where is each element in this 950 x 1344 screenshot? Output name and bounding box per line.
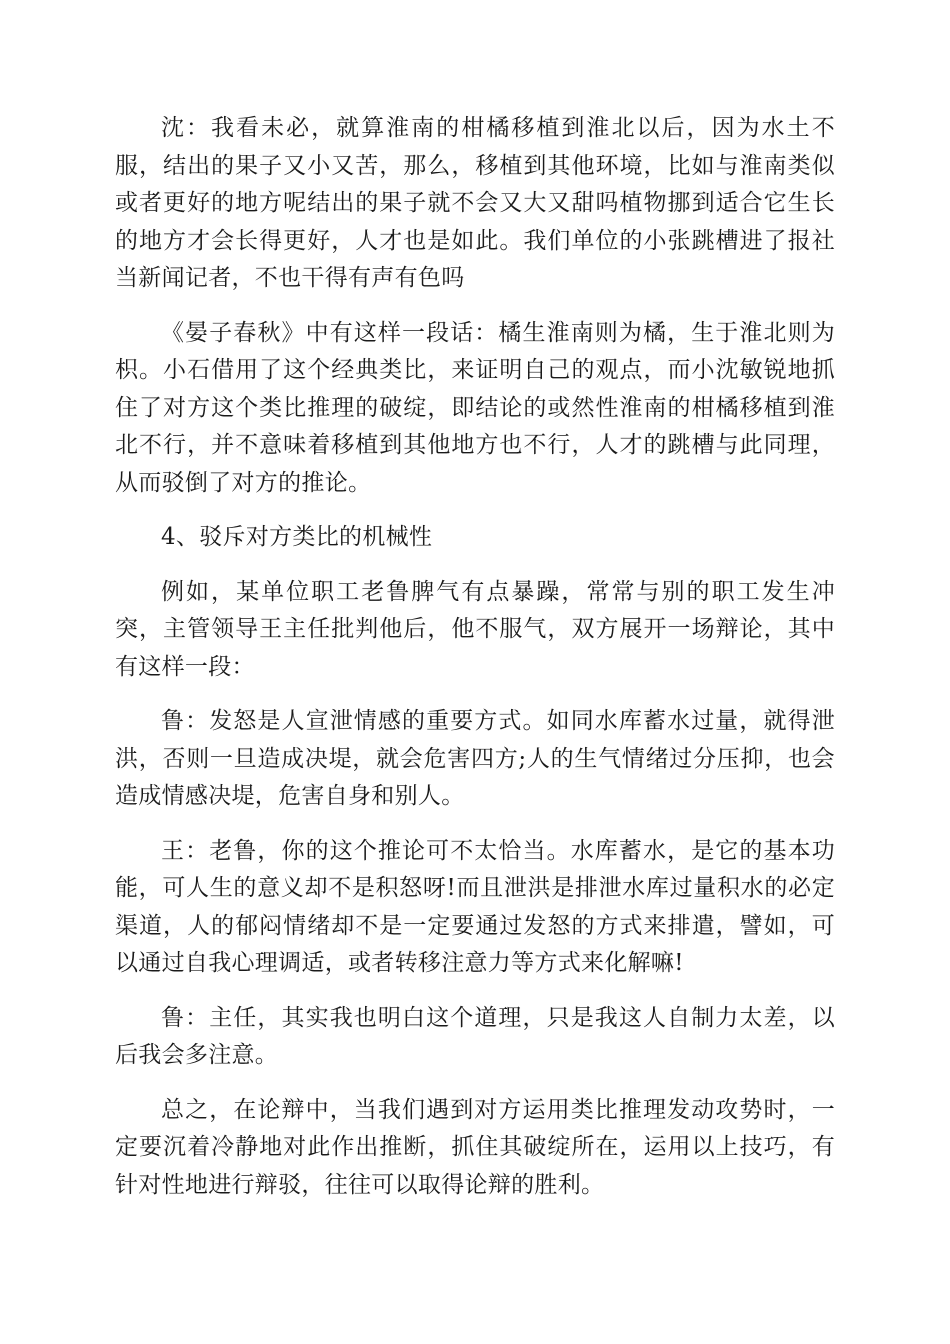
paragraph-wang-reply: 王：老鲁，你的这个推论可不太恰当。水库蓄水，是它的基本功能，可人生的意义却不是积怒呀!而且泄洪是排泄水库过量积水的必定渠道，人的郁闷情绪却不是一定要通过发怒的方式来排遣，譬如，可以通过自我心理调适，或者转移注意力等方式来化解嘛! bbox=[115, 837, 835, 976]
paragraph-example-intro: 例如，某单位职工老鲁脾气有点暴躁，常常与别的职工发生冲突，主管领导王主任批判他后，他不服气，双方展开一场辩论，其中有这样一段： bbox=[115, 578, 835, 680]
paragraph-yanzi-analysis: 《晏子春秋》中有这样一段话：橘生淮南则为橘，生于淮北则为枳。小石借用了这个经典类比，来证明自己的观点，而小沈敏锐地抓住了对方这个类比推理的破绽，即结论的或然性淮南的柑橘移植到淮北不行，并不意味着移植到其他地方也不行，人才的跳槽与此同理，从而驳倒了对方的推论。 bbox=[115, 319, 835, 496]
paragraph-lu-response: 鲁：主任，其实我也明白这个道理，只是我这人自制力太差，以后我会多注意。 bbox=[115, 1004, 835, 1068]
paragraph-shen-rebuttal: 沈：我看未必，就算淮南的柑橘移植到淮北以后，因为水土不服，结出的果子又小又苦，那么，移植到其他环境，比如与淮南类似或者更好的地方呢结出的果子就不会又大又甜吗植物挪到适合它生长的地方才会长得更好，人才也是如此。我们单位的小张跳槽进了报社当新闻记者，不也干得有声有色吗 bbox=[115, 115, 835, 291]
document-page bbox=[115, 110, 835, 1221]
section-heading: 4、驳斥对方类比的机械性 bbox=[161, 524, 433, 550]
paragraph-conclusion: 总之，在论辩中，当我们遇到对方运用类比推理发动攻势时，一定要沉着冷静地对此作出推断，抓住其破绽所在，运用以上技巧，有针对性地进行辩驳，往往可以取得论辩的胜利。 bbox=[115, 1096, 835, 1198]
paragraph-lu-argument: 鲁：发怒是人宣泄情感的重要方式。如同水库蓄水过量，就得泄洪，否则一旦造成决堤，就会危害四方;人的生气情绪过分压抑，也会造成情感决堤，危害自身和别人。 bbox=[115, 708, 835, 809]
